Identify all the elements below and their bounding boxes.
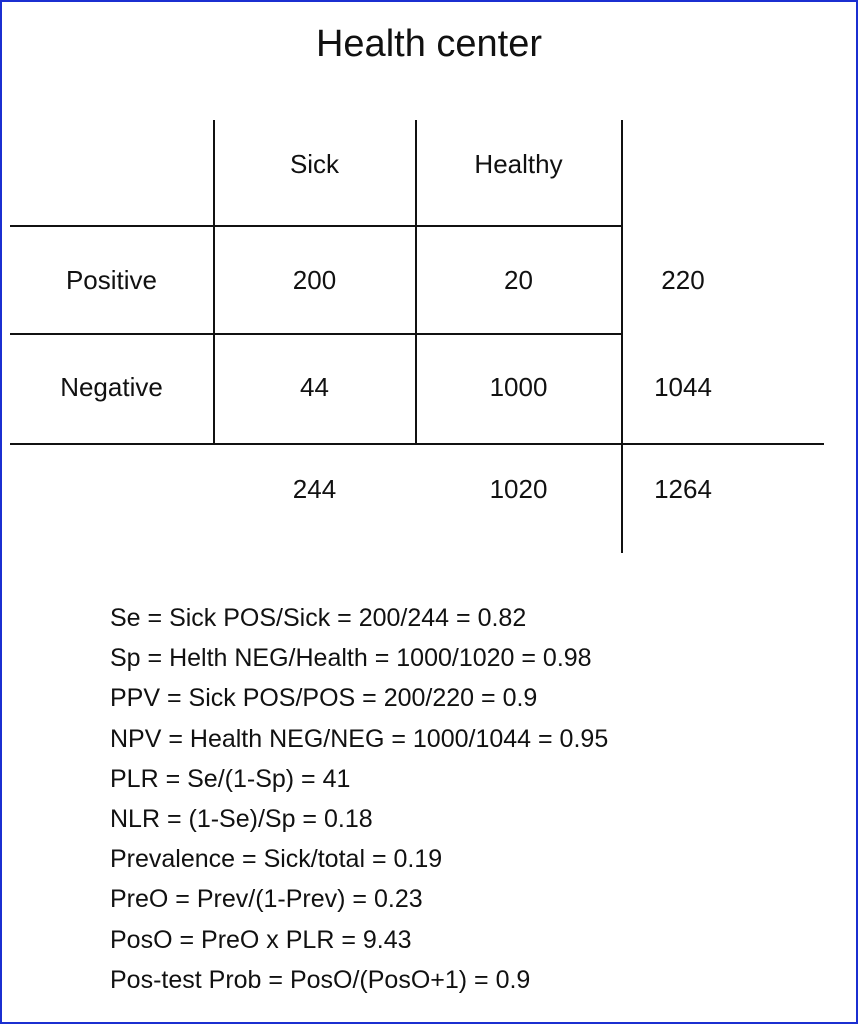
formula-ppv: PPV = Sick POS/POS = 200/220 = 0.9	[110, 684, 538, 713]
formula-nlr: NLR = (1-Se)/Sp = 0.18	[110, 805, 373, 834]
formula-post-test-probability: Pos-test Prob = PosO/(PosO+1) = 0.9	[110, 965, 531, 994]
column-header-sick: Sick	[289, 149, 340, 179]
grid-line-horizontal-3	[10, 443, 824, 445]
formula-npv: NPV = Health NEG/NEG = 1000/1044 = 0.95	[110, 724, 609, 753]
formula-plr: PLR = Se/(1-Sp) = 41	[110, 764, 351, 793]
grand-total: 1264	[654, 474, 712, 504]
column-header-healthy: Healthy	[474, 149, 563, 179]
row-label-positive: Positive	[65, 265, 158, 295]
cell-negative-healthy: 1000	[489, 372, 548, 402]
formula-prevalence: Prevalence = Sick/total = 0.19	[110, 845, 443, 874]
cell-positive-sick: 200	[292, 265, 337, 295]
formula-list	[110, 598, 608, 1000]
column-total-healthy: 1020	[489, 474, 548, 504]
column-total-sick: 244	[292, 474, 337, 504]
page-title: Health center	[315, 23, 542, 65]
formula-pre-odds: PreO = Prev/(1-Prev) = 0.23	[110, 885, 423, 914]
grid-line-horizontal-1	[10, 225, 622, 227]
formula-specificity: Sp = Helth NEG/Health = 1000/1020 = 0.98	[110, 644, 592, 673]
row-total-positive: 220	[661, 265, 705, 295]
grid-line-horizontal-2	[10, 333, 622, 335]
cell-positive-healthy: 20	[504, 265, 533, 295]
formula-sensitivity: Se = Sick POS/Sick = 200/244 = 0.82	[110, 604, 527, 632]
formula-post-odds: PosO = PreO x PLR = 9.43	[110, 925, 412, 954]
row-label-negative: Negative	[60, 372, 163, 402]
cell-negative-sick: 44	[300, 372, 329, 402]
row-total-negative: 1044	[654, 372, 712, 402]
